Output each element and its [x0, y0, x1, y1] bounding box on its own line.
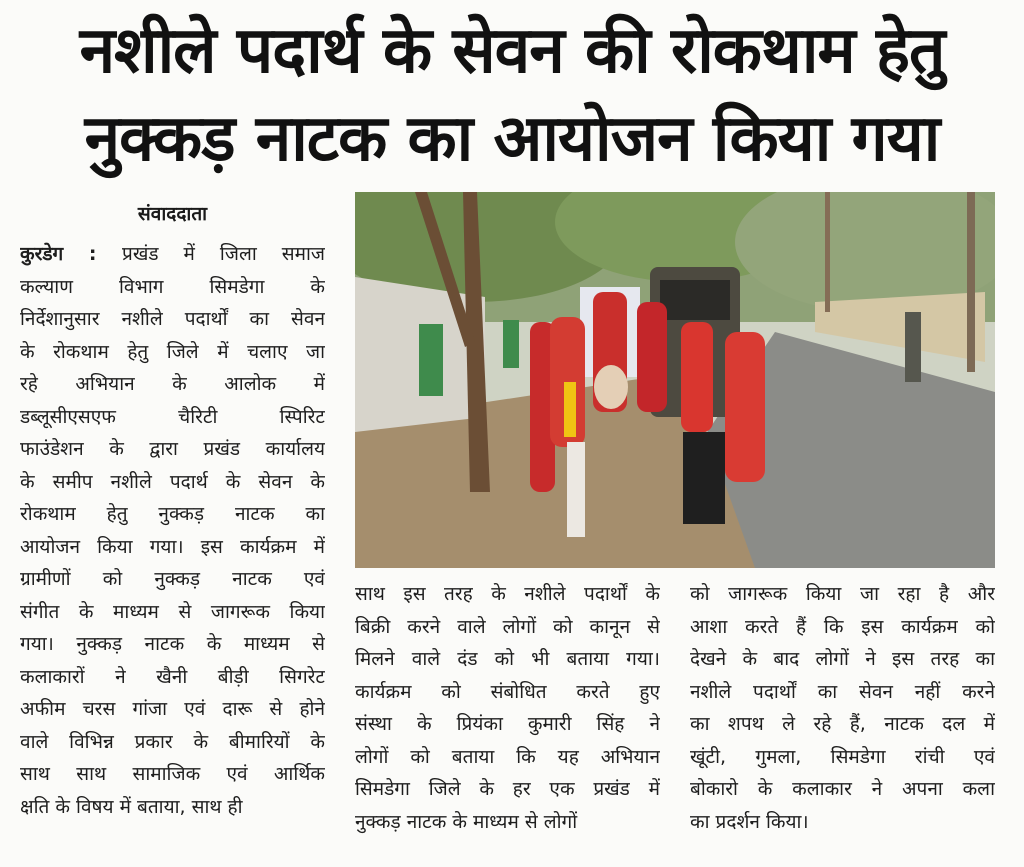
headline-line-1: नशीले पदार्थ के सेवन की रोकथाम हेतु — [79, 14, 945, 88]
article-column-1 — [20, 238, 325, 823]
text-line: नशीले पदार्थों का सेवन नहीं करने — [690, 680, 995, 703]
text-line: अफीम चरस गांजा एवं दारू से होने — [20, 698, 325, 720]
text-line: वाले विभिन्न प्रकार के बीमारियों के — [20, 730, 325, 753]
text-line: के रोकथाम हेतु जिले में चलाए जा — [20, 340, 325, 363]
text-line: बिक्री करने वाले लोगों को कानून से — [355, 615, 660, 638]
text-line: ग्रामीणों को नुक्कड़ नाटक एवं — [20, 568, 325, 590]
text-line: संगीत के माध्यम से जागरूक किया — [20, 600, 325, 623]
text-line: कलाकारों ने खैनी बीड़ी सिगरेट — [20, 665, 325, 688]
text-line: कल्याण विभाग सिमडेगा के — [20, 275, 325, 298]
text-line: साथ साथ सामाजिक एवं आर्थिक — [20, 763, 325, 785]
article-column-3 — [690, 578, 995, 838]
text-line: के समीप नशीले पदार्थ के सेवन के — [20, 470, 325, 493]
text-line: देखने के बाद लोगों ने इस तरह का — [690, 648, 995, 670]
text-line: रहे अभियान के आलोक में — [20, 373, 325, 395]
text-line: गया। नुक्कड़ नाटक के माध्यम से — [20, 633, 325, 655]
text-line: लोगों को बताया कि यह अभियान — [355, 745, 660, 768]
text-line: कार्यक्रम को संबोधित करते हुए — [355, 680, 660, 703]
text-line: मिलने वाले दंड को भी बताया गया। — [355, 648, 660, 670]
text-line: बोकारो के कलाकार ने अपना कला — [690, 778, 995, 800]
text-line: का प्रदर्शन किया। — [690, 810, 809, 833]
text-line: को जागरूक किया जा रहा है और — [690, 583, 995, 605]
text-line — [20, 238, 325, 271]
text-line: सिमडेगा जिले के हर एक प्रखंड में — [355, 778, 660, 800]
dateline: कुरडेग : — [20, 243, 123, 265]
text-line-body: प्रखंड में जिला समाज — [122, 243, 325, 265]
news-photo — [355, 192, 995, 568]
text-line: साथ इस तरह के नशीले पदार्थों के — [355, 583, 660, 605]
headline-line-2: नुक्कड़ नाटक का आयोजन किया गया — [84, 102, 940, 176]
text-line: का शपथ ले रहे हैं, नाटक दल में — [690, 713, 995, 735]
text-line: क्षति के विषय में बताया, साथ ही — [20, 795, 243, 818]
text-line: डब्लूसीएसएफ चैरिटी स्पिरिट — [20, 405, 325, 428]
article-column-2 — [355, 578, 660, 838]
text-line: खूंटी, गुमला, सिमडेगा रांची एवं — [690, 745, 995, 768]
text-line: संस्था के प्रियंका कुमारी सिंह ने — [355, 713, 660, 735]
text-line: निर्देशानुसार नशीले पदार्थों का सेवन — [20, 308, 325, 330]
text-line: आशा करते हैं कि इस कार्यक्रम को — [690, 615, 995, 638]
text-line: नुक्कड़ नाटक के माध्यम से लोगों — [355, 810, 578, 833]
text-line: फाउंडेशन के द्वारा प्रखंड कार्यालय — [20, 438, 325, 460]
text-line: रोकथाम हेतु नुक्कड़ नाटक का — [20, 503, 325, 525]
text-line: आयोजन किया गया। इस कार्यक्रम में — [20, 535, 325, 558]
byline: संवाददाता — [137, 203, 208, 225]
